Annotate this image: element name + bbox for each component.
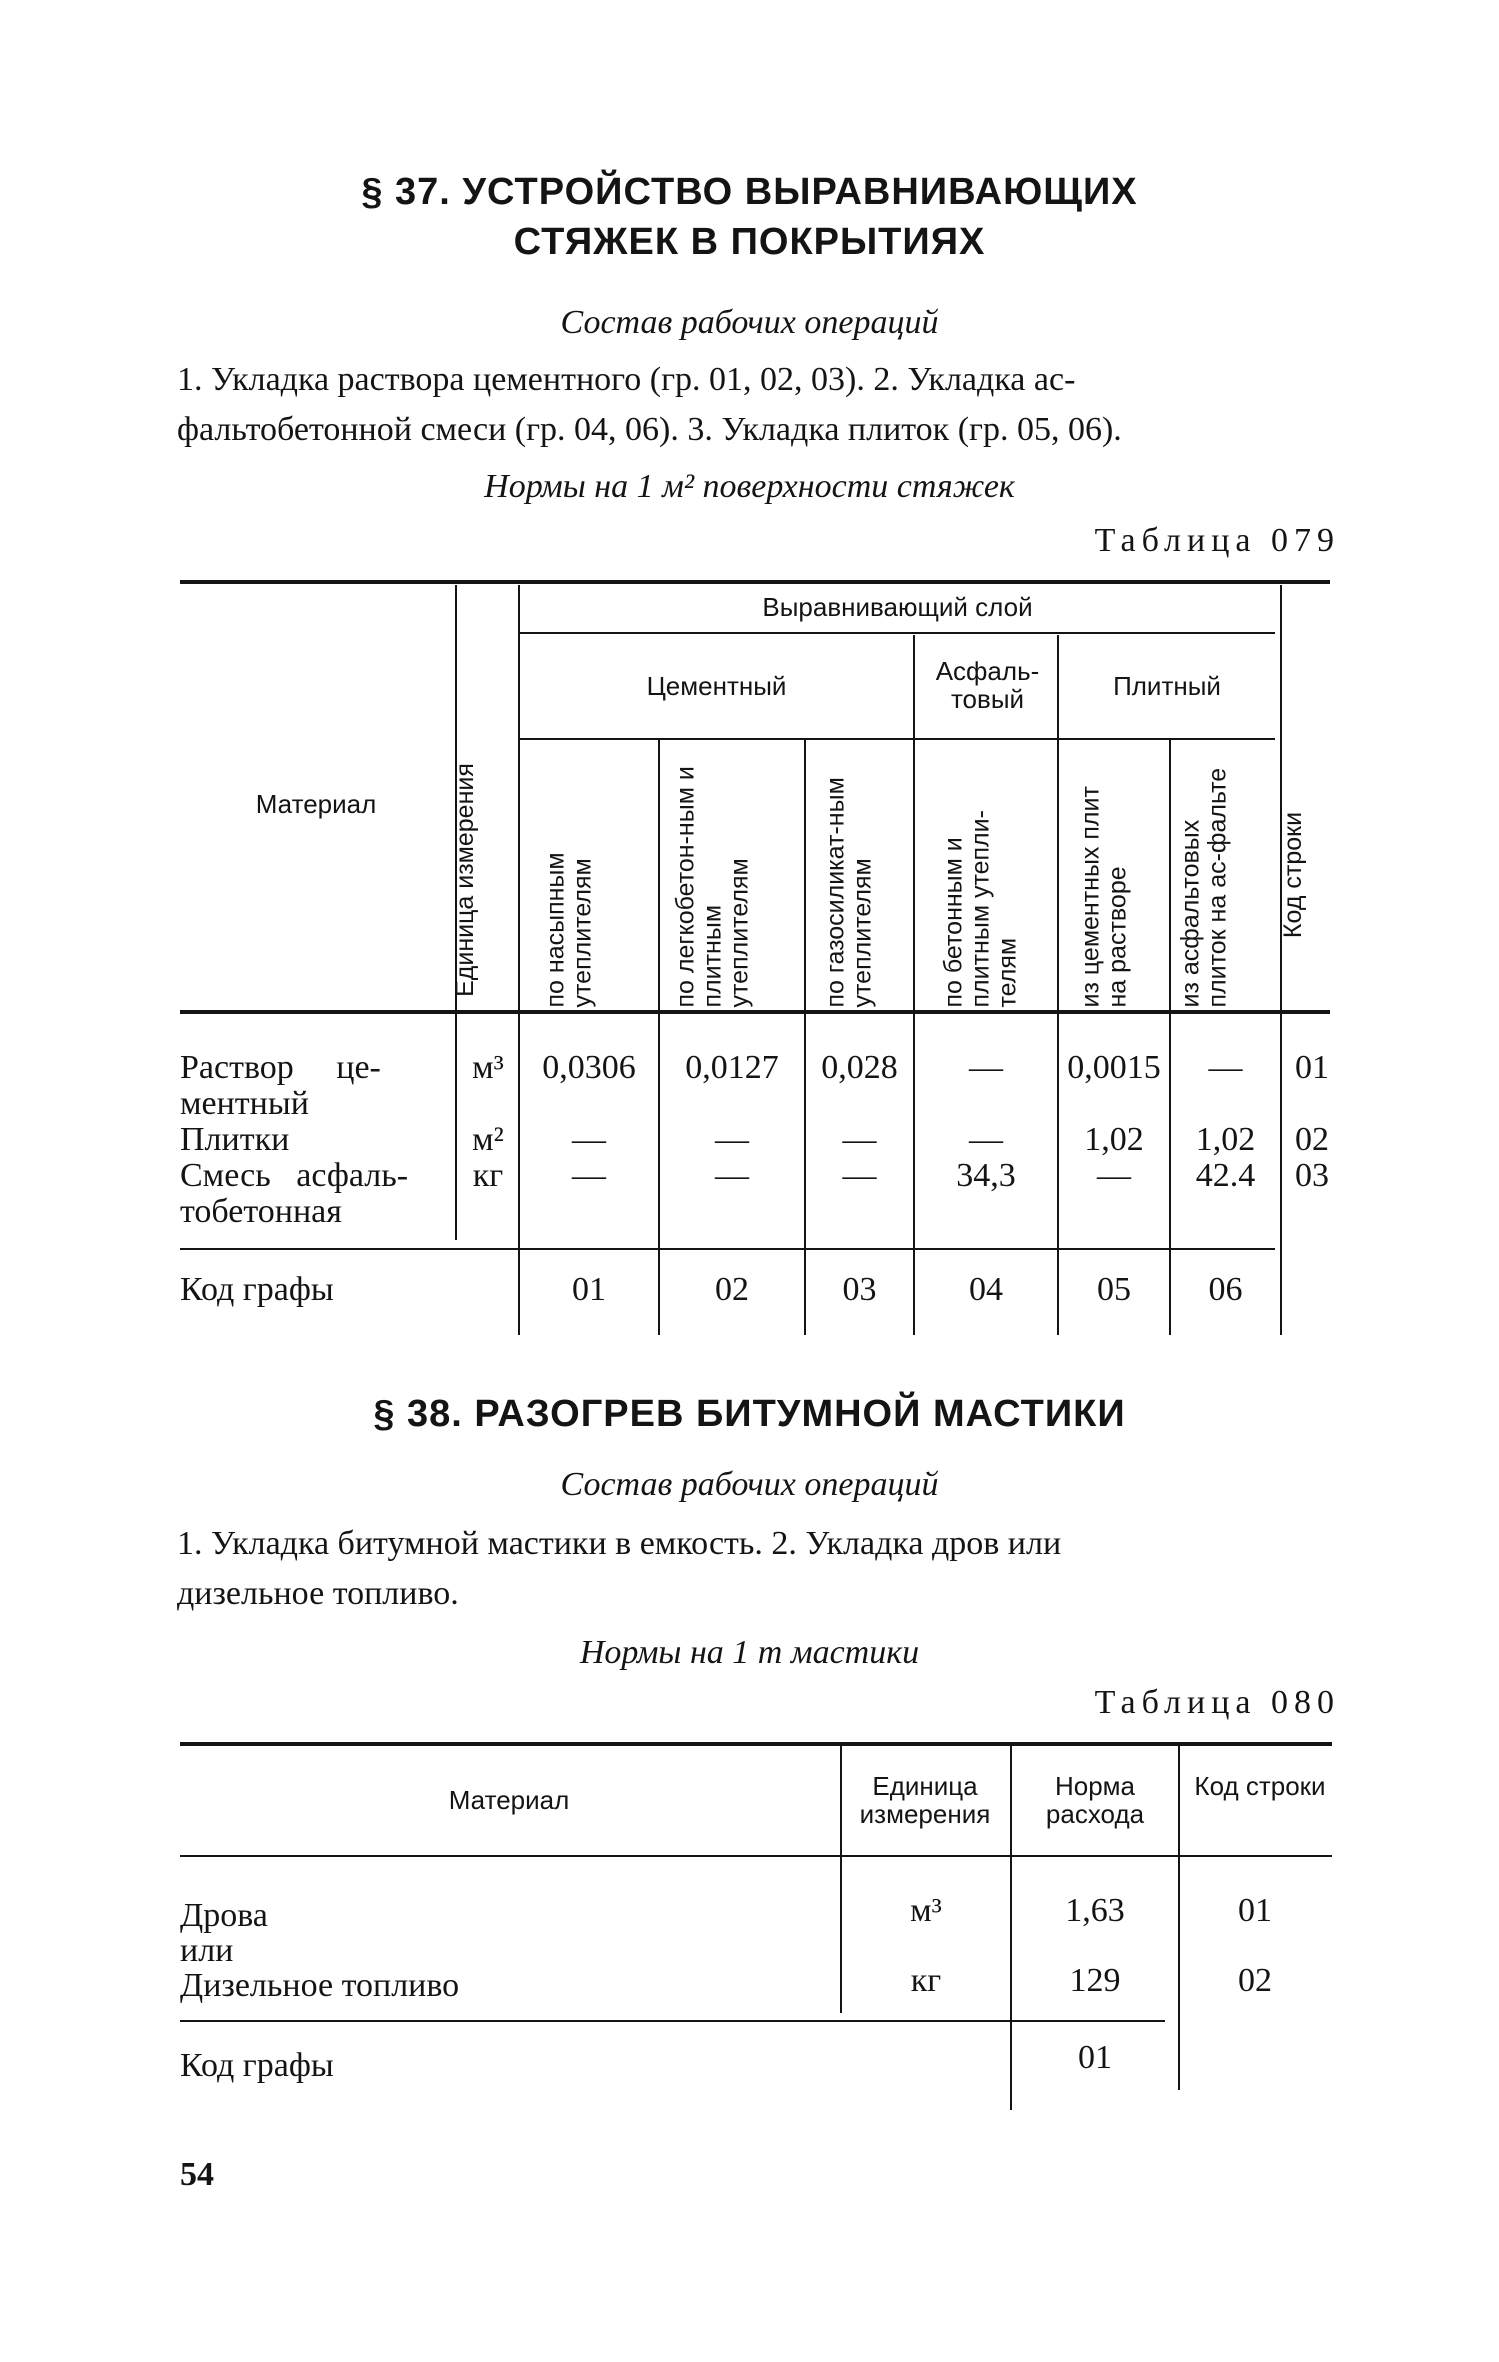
table-79-row-3-col-2: — xyxy=(715,1157,749,1194)
table-79-header-tile: Плитный xyxy=(1113,671,1221,701)
table-80-header-unit: Единица измерения xyxy=(859,1771,991,1829)
section-37-operations-title: Состав рабочих операций xyxy=(560,304,939,341)
section-38-operations-title: Состав рабочих операций xyxy=(560,1466,939,1503)
table-80-row-3-material: Дизельное топливо xyxy=(180,1967,460,2004)
table-79-row-1-material-l1: Раствор це- xyxy=(180,1049,381,1086)
table-79-row-1-material-l2: ментный xyxy=(180,1085,309,1122)
section-37-operations-line1: 1. Укладка раствора цементного (гр. 01, 02, 03). 2. Укладка ас- xyxy=(177,361,1076,398)
table-79-row-2-unit: м² xyxy=(472,1121,504,1158)
table-79-col-3-header: по газосиликат-ным утеплителям xyxy=(821,777,877,1008)
table-79-row-3-col-1: — xyxy=(572,1157,606,1194)
table-79-footer-code-6: 06 xyxy=(1208,1271,1243,1308)
table-79-footer-code-3: 03 xyxy=(842,1271,877,1308)
table-79-header-unit: Единица измерения xyxy=(451,763,479,997)
page-number: 54 xyxy=(180,2156,214,2193)
table-79-footer-code-5: 05 xyxy=(1097,1271,1131,1308)
table-79-row-2-col-2: — xyxy=(715,1121,749,1158)
table-79-col-1-header: по насыпным утеплителям xyxy=(541,852,597,1008)
table-79-row-2-col-6: 1,02 xyxy=(1195,1121,1256,1158)
table-80-header-norm: Норма расхода xyxy=(1045,1771,1145,1829)
table-79-col-5-header: из цементных плит на растворе xyxy=(1076,786,1132,1008)
table-79-row-3-material-l2: тобетонная xyxy=(180,1193,342,1230)
table-80-header-material: Материал xyxy=(448,1785,570,1815)
table-79-header-layer: Выравнивающий слой xyxy=(762,592,1033,622)
table-79-header-material: Материал xyxy=(255,789,377,819)
table-79-row-3-col-6: 42.4 xyxy=(1195,1157,1256,1194)
section-38-title: § 38. РАЗОГРЕВ БИТУМНОЙ МАСТИКИ xyxy=(373,1393,1126,1435)
table-80-row-3-unit: кг xyxy=(910,1962,942,1999)
section-37-norms: Нормы на 1 м² поверхности стяжек xyxy=(484,468,1015,505)
table-79-row-1-col-5: 0,0015 xyxy=(1067,1049,1161,1086)
table-79-row-1-col-4: — xyxy=(969,1049,1003,1086)
table-79-row-2-col-1: — xyxy=(572,1121,606,1158)
table-79-footer-code-1: 01 xyxy=(572,1271,606,1308)
table-80-row-1-code: 01 xyxy=(1238,1892,1272,1929)
table-79-row-3-col-3: — xyxy=(842,1157,877,1194)
table-79-header-cement: Цементный xyxy=(646,671,787,701)
table-79-footer-code-4: 04 xyxy=(969,1271,1003,1308)
table-79-row-2-code: 02 xyxy=(1295,1121,1329,1158)
section-38-norms: Нормы на 1 т мастики xyxy=(579,1634,920,1671)
section-37-operations-line2: фальтобетонной смеси (гр. 04, 06). 3. Укладка плиток (гр. 05, 06). xyxy=(177,411,1122,448)
table-79-row-2-col-5: 1,02 xyxy=(1084,1121,1144,1158)
section-38-operations-line2: дизельное топливо. xyxy=(177,1575,459,1612)
section-37-title-line1: § 37. УСТРОЙСТВО ВЫРАВНИВАЮЩИХ xyxy=(361,171,1138,213)
table-80-row-3-code: 02 xyxy=(1238,1962,1272,1999)
table-79-row-1-unit: м³ xyxy=(472,1049,504,1086)
table-79-row-1-col-1: 0,0306 xyxy=(542,1049,636,1086)
table-79-row-2-material-l1: Плитки xyxy=(180,1121,290,1158)
table-79-row-3-col-4: 34,3 xyxy=(956,1157,1016,1194)
table-80-row-1-material: Дрова xyxy=(180,1897,268,1934)
table-80-row-2-material: или xyxy=(180,1932,234,1969)
table-79-footer-code-2: 02 xyxy=(715,1271,749,1308)
section-38-operations-line1: 1. Укладка битумной мастики в емкость. 2. Укладка дров или xyxy=(177,1525,1062,1562)
table-79-row-1-col-6: — xyxy=(1208,1049,1243,1086)
table-79-col-6-header: из асфальтовых плиток на ас-фальте xyxy=(1176,767,1232,1008)
table-79-row-3-unit: кг xyxy=(472,1157,504,1194)
table-80-header-code: Код строки xyxy=(1194,1771,1326,1801)
table-80-footer-code: 01 xyxy=(1078,2039,1112,2076)
table-80-name: Таблица 080 xyxy=(1094,1684,1340,1721)
section-37-title-line2: СТЯЖЕК В ПОКРЫТИЯХ xyxy=(513,221,986,263)
table-79-row-3-material-l1: Смесь асфаль- xyxy=(180,1157,409,1194)
table-79-footer-label: Код графы xyxy=(180,1271,334,1308)
table-79-header-asphalt: Асфаль-товый xyxy=(935,656,1040,714)
table-79-col-4-header: по бетонным и плитным утепли-телям xyxy=(939,810,1022,1008)
table-80-footer-label: Код графы xyxy=(180,2047,334,2084)
table-79-header-row-code: Код строки xyxy=(1279,811,1307,939)
table-79-col-2-header: по легкобетон-ным и плитным утеплителям xyxy=(671,766,754,1008)
table-79-row-2-col-4: — xyxy=(969,1121,1003,1158)
table-79-row-3-code: 03 xyxy=(1295,1157,1329,1194)
table-80-row-1-norm: 1,63 xyxy=(1065,1892,1125,1929)
table-80-row-3-norm: 129 xyxy=(1069,1962,1121,1999)
table-80-row-1-unit: м³ xyxy=(910,1892,942,1929)
table-79-row-1-col-2: 0,0127 xyxy=(685,1049,779,1086)
table-79-row-3-col-5: — xyxy=(1097,1157,1131,1194)
table-79-row-2-col-3: — xyxy=(842,1121,877,1158)
table-79-row-1-col-3: 0,028 xyxy=(821,1049,898,1086)
table-79-row-1-code: 01 xyxy=(1295,1049,1329,1086)
table-79-name: Таблица 079 xyxy=(1094,522,1340,559)
